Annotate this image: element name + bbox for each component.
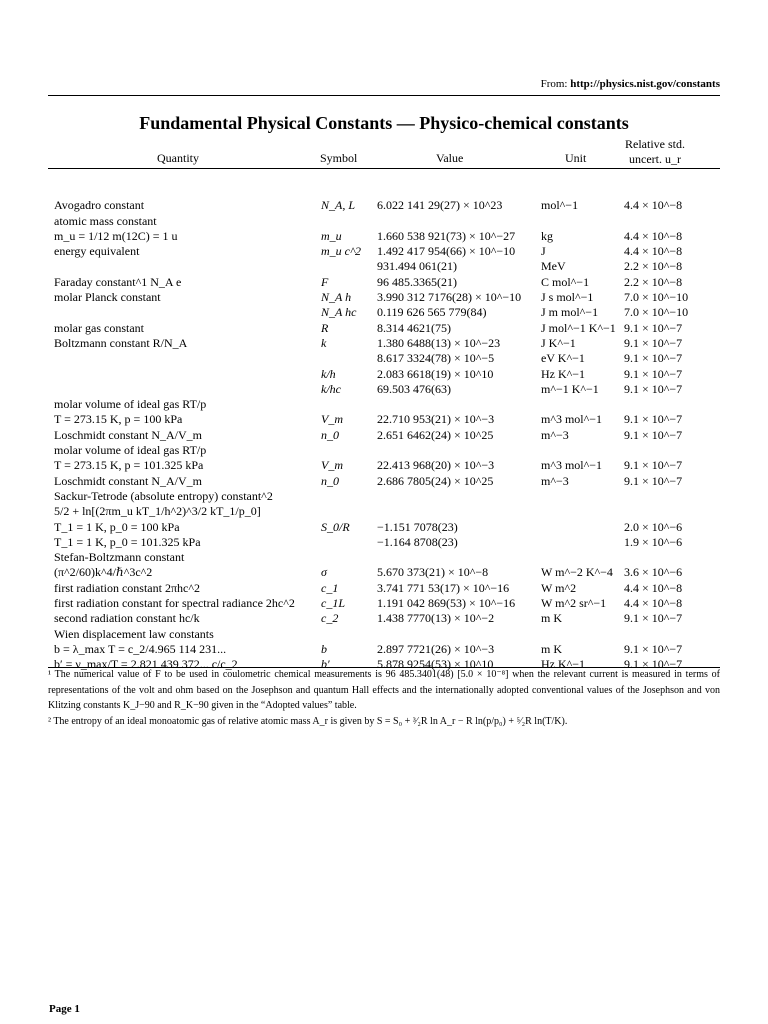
symbol-cell: S_0/R [321,519,350,534]
uncert-cell: 2.0 × 10^−6 [624,519,683,534]
symbol-cell: c_2 [321,611,339,626]
table-row [0,305,768,320]
value-cell: 8.617 3324(78) × 10^−5 [377,351,495,366]
symbol-cell: c_1 [321,580,339,595]
symbol-cell: m_u [321,228,342,243]
table-row [0,535,768,550]
uncert-cell: 9.1 × 10^−7 [624,351,683,366]
unit-cell: J [541,244,546,259]
uncert-cell: 3.6 × 10^−6 [624,565,683,580]
value-cell: 2.083 6618(19) × 10^10 [377,366,494,381]
table-row [0,627,768,642]
symbol-cell: k/h [321,366,336,381]
symbol-cell: V_m [321,458,343,473]
uncert-cell: 9.1 × 10^−7 [624,641,683,656]
value-cell: 22.710 953(21) × 10^−3 [377,412,495,427]
symbol-cell: k [321,335,327,350]
value-cell: 0.119 626 565 779(84) [377,305,487,320]
uncert-cell: 9.1 × 10^−7 [624,427,683,442]
quantity-cell: T_1 = 1 K, p_0 = 101.325 kPa [54,534,201,549]
header-quantity: Quantity [157,151,199,165]
symbol-cell: N_A, L [321,198,356,213]
symbol-cell: k/hc [321,381,341,396]
quantity-cell: molar Planck constant [54,290,161,305]
quantity-cell: Sackur-Tetrode (absolute entropy) constant^2 [54,488,273,503]
header-value: Value [436,151,464,165]
uncert-cell: 9.1 × 10^−7 [624,381,683,396]
table-row [0,581,768,596]
table-row [0,596,768,611]
symbol-cell: c_1L [321,596,345,611]
unit-cell: m^−1 K^−1 [541,381,599,396]
value-cell: 2.897 7721(26) × 10^−3 [377,641,495,656]
header-uncert-line1: Relative std. [625,137,685,151]
value-cell: 2.651 6462(24) × 10^25 [377,427,494,442]
table-row [0,183,768,198]
quantity-cell: molar volume of ideal gas RT/p [54,443,207,458]
table-row [0,520,768,535]
unit-cell: Hz K^−1 [541,657,586,672]
source-prefix: From: [540,78,568,90]
table-row [0,351,768,366]
footnotes [48,667,720,729]
symbol-cell: n_0 [321,473,339,488]
uncert-cell: 4.4 × 10^−8 [624,596,683,611]
top-rule [48,95,720,96]
unit-cell: Hz K^−1 [541,366,586,381]
symbol-cell: N_A h [321,290,352,305]
table-row [0,565,768,580]
table-row [0,550,768,565]
table-row [0,504,768,519]
constants-table [0,183,768,673]
unit-cell: mol^−1 [541,198,579,213]
page-title: Fundamental Physical Constants — Physico-chemical constants [139,113,629,133]
uncert-cell: 4.4 × 10^−8 [624,228,683,243]
table-row [0,275,768,290]
quantity-cell: T = 273.15 K, p = 101.325 kPa [54,458,204,473]
value-cell: 1.492 417 954(66) × 10^−10 [377,244,516,259]
table-row [0,198,768,213]
table-row [0,244,768,259]
quantity-cell: 5/2 + ln[(2πm_u kT_1/h^2)^3/2 kT_1/p_0] [54,504,261,519]
unit-cell: m^3 mol^−1 [541,458,603,473]
value-cell: 22.413 968(20) × 10^−3 [377,458,495,473]
unit-cell: MeV [541,259,566,274]
value-cell: 69.503 476(63) [377,381,451,396]
header-unit: Unit [565,151,587,165]
uncert-cell: 9.1 × 10^−7 [624,473,683,488]
table-row [0,611,768,626]
symbol-cell: m_u c^2 [321,244,362,259]
value-cell: 2.686 7805(24) × 10^25 [377,473,494,488]
header-uncert [615,137,695,167]
quantity-cell: Loschmidt constant N_A/V_m [54,427,202,442]
quantity-cell: T_1 = 1 K, p_0 = 100 kPa [54,519,180,534]
quantity-cell: m_u = 1/12 m(12C) = 1 u [54,228,178,243]
unit-cell: m K [541,641,562,656]
unit-cell: W m^2 sr^−1 [541,596,607,611]
quantity-cell: energy equivalent [54,244,140,259]
value-cell: 1.380 6488(13) × 10^−23 [377,335,501,350]
quantity-cell: second radiation constant hc/k [54,611,200,626]
uncert-cell: 4.4 × 10^−8 [624,244,683,259]
quantity-cell: b = λ_max T = c_2/4.965 114 231... [54,641,227,656]
table-row [0,259,768,274]
symbol-cell: σ [321,565,327,580]
unit-cell: m^−3 [541,473,569,488]
table-row [0,642,768,657]
header-symbol: Symbol [320,151,358,165]
uncert-cell: 9.1 × 10^−7 [624,335,683,350]
value-cell: 5.878 9254(53) × 10^10 [377,657,494,672]
uncert-cell: 9.1 × 10^−7 [624,458,683,473]
quantity-cell: molar gas constant [54,320,144,335]
table-row [0,428,768,443]
value-cell: 6.022 141 29(27) × 10^23 [377,198,503,213]
footnote-1: ¹ The numerical value of F to be used in coulometric chemical measurements is 96 485.3401(48) [5.0 × 10⁻⁸] when the relevant current is measured in terms of representations of the volt and ohm based on the Josephson and quantum Hall effects and the internationally adopted conventional values of the Josephson and von Klitzing constants K_J−90 and R_K−90 given in the “Adopted values” table. [48,669,720,711]
value-cell: 931.494 061(21) [377,259,457,274]
value-cell: 3.741 771 53(17) × 10^−16 [377,580,510,595]
uncert-cell: 1.9 × 10^−6 [624,534,683,549]
uncert-cell: 4.4 × 10^−8 [624,580,683,595]
table-row [0,397,768,412]
quantity-cell: Loschmidt constant N_A/V_m [54,473,202,488]
value-cell: 1.660 538 921(73) × 10^−27 [377,228,516,243]
quantity-cell: b′ = ν_max/T = 2.821 439 372... c/c_2 [54,657,238,672]
table-row [0,489,768,504]
quantity-cell: molar volume of ideal gas RT/p [54,397,207,412]
source-url[interactable]: http://physics.nist.gov/constants [570,78,720,90]
symbol-cell: F [321,274,329,289]
symbol-cell: n_0 [321,427,339,442]
unit-cell: m^3 mol^−1 [541,412,603,427]
table-row [0,214,768,229]
unit-cell: kg [541,228,553,243]
symbol-cell: V_m [321,412,343,427]
table-row [0,443,768,458]
value-cell: 8.314 4621(75) [377,320,451,335]
unit-cell: J K^−1 [541,335,576,350]
symbol-cell: b′ [321,657,330,672]
table-row [0,412,768,427]
table-row [0,336,768,351]
symbol-cell: b [321,641,327,656]
page-number: Page 1 [49,1003,80,1015]
uncert-cell: 9.1 × 10^−7 [624,611,683,626]
table-row [0,321,768,336]
symbol-cell: R [321,320,329,335]
uncert-cell: 2.2 × 10^−8 [624,274,683,289]
unit-cell: eV K^−1 [541,351,585,366]
uncert-cell: 7.0 × 10^−10 [624,305,689,320]
value-cell: 1.438 7770(13) × 10^−2 [377,611,495,626]
quantity-cell: Faraday constant^1 N_A e [54,274,182,289]
uncert-cell: 4.4 × 10^−8 [624,198,683,213]
quantity-cell: Avogadro constant [54,198,145,213]
uncert-cell: 2.2 × 10^−8 [624,259,683,274]
header-uncert-line2: uncert. u_r [629,152,681,166]
table-row [0,367,768,382]
table-row [0,382,768,397]
unit-cell: W m^−2 K^−4 [541,565,613,580]
value-cell: −1.151 7078(23) [377,519,458,534]
quantity-cell: T = 273.15 K, p = 100 kPa [54,412,183,427]
value-cell: 1.191 042 869(53) × 10^−16 [377,596,516,611]
unit-cell: m^−3 [541,427,569,442]
value-cell: 3.990 312 7176(28) × 10^−10 [377,290,522,305]
quantity-cell: (π^2/60)k^4/ℏ^3c^2 [54,565,153,580]
unit-cell: C mol^−1 [541,274,590,289]
source-line [541,78,720,90]
quantity-cell: Wien displacement law constants [54,626,214,641]
uncert-cell: 7.0 × 10^−10 [624,290,689,305]
quantity-cell: Boltzmann constant R/N_A [54,335,188,350]
uncert-cell: 9.1 × 10^−7 [624,657,683,672]
uncert-cell: 9.1 × 10^−7 [624,412,683,427]
footnote-2: ² The entropy of an ideal monoatomic gas of relative atomic mass A_r is given by S = S₀ + ³⁄₂R ln A_r − R ln(p/p₀) + ⁵⁄₂R ln(T/K). [48,715,568,727]
unit-cell: J s mol^−1 [541,290,594,305]
unit-cell: m K [541,611,562,626]
value-cell: −1.164 8708(23) [377,534,458,549]
quantity-cell: atomic mass constant [54,213,157,228]
table-row [0,474,768,489]
unit-cell: W m^2 [541,580,577,595]
table-row [0,290,768,305]
quantity-cell: first radiation constant for spectral radiance 2hc^2 [54,596,295,611]
header-rule [48,168,720,169]
unit-cell: J mol^−1 K^−1 [541,320,616,335]
value-cell: 5.670 373(21) × 10^−8 [377,565,489,580]
value-cell: 96 485.3365(21) [377,274,457,289]
quantity-cell: first radiation constant 2πhc^2 [54,580,200,595]
unit-cell: J m mol^−1 [541,305,599,320]
symbol-cell: N_A hc [321,305,357,320]
uncert-cell: 9.1 × 10^−7 [624,366,683,381]
table-row [0,229,768,244]
quantity-cell: Stefan-Boltzmann constant [54,550,185,565]
uncert-cell: 9.1 × 10^−7 [624,320,683,335]
table-row [0,458,768,473]
